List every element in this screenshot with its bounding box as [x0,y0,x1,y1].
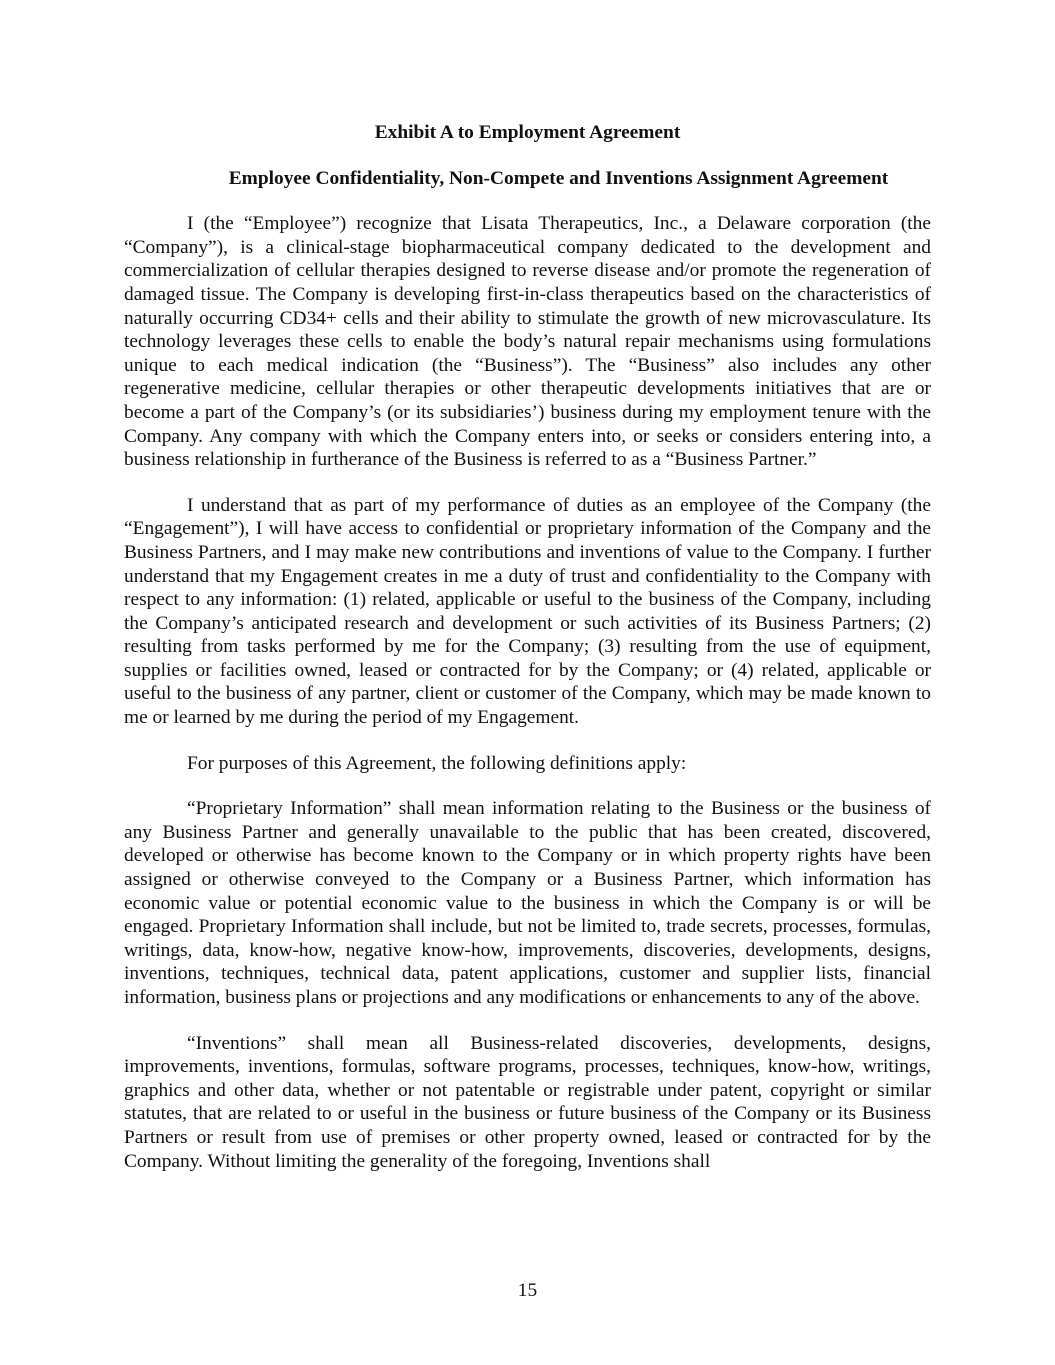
paragraph-business-recital: I (the “Employee”) recognize that Lisata Therapeutics, Inc., a Delaware corporation (the “Company”), is a clinical-stage biopharmaceutical company dedicated to the development and commercialization of cellular therapies designed to reverse disease and/or promote the regeneration of damaged tissue. The Company is developing first-in-class therapeutics based on the characteristics of naturally occurring CD34+ cells and their ability to stimulate the growth of new microvasculature. Its technology leverages these cells to enable the body’s natural repair mechanisms using formulations unique to each medical indication (the “Business”). The “Business” also includes any other regenerative medicine, cellular therapies or other therapeutic developments initiatives that are or become a part of the Company’s (or its subsidiaries’) business during my employment tenure with the Company. Any company with which the Company enters into, or seeks or considers entering into, a business relationship in furtherance of the Business is referred to as a “Business Partner.” [124,213,931,471]
paragraph-engagement: I understand that as part of my performance of duties as an employee of the Company (the “Engagement”), I will have access to confidential or proprietary information of the Company and the Business Partners, and I may make new contributions and inventions of value to the Company. I further understand that my Engagement creates in me a duty of trust and confidentiality to the Company with respect to any information: (1) related, applicable or useful to the business of the Company, including the Company’s anticipated research and development or such activities of its Business Partners; (2) resulting from tasks performed by me for the Company; (3) resulting from the use of equipment, supplies or facilities owned, leased or contracted for by the Company; or (4) related, applicable or useful to the business of any partner, client or customer of the Company, which may be made known to me or learned by me during the period of my Engagement. [124,494,931,729]
paragraph-inventions: “Inventions” shall mean all Business-related discoveries, developments, designs, improvements, inventions, formulas, software programs, processes, techniques, know-how, writings, graphics and other data, whether or not patentable or registrable under patent, copyright or similar statutes, that are related to or useful in the business or future business of the Company or its Business Partners or result from use of premises or other property owned, leased or contracted for by the Company. Without limiting the generality of the foregoing, Inventions shall [124,1032,931,1172]
document-page [124,121,931,1195]
paragraph-definitions-intro: For purposes of this Agreement, the following definitions apply: [187,752,687,774]
page-number: 15 [517,1280,538,1301]
exhibit-title: Exhibit A to Employment Agreement [374,122,681,143]
agreement-title: Employee Confidentiality, Non-Compete and Inventions Assignment Agreement [228,167,889,189]
paragraph-proprietary-information: “Proprietary Information” shall mean information relating to the Business or the business of any Business Partner and generally unavailable to the public that has been created, discovered, developed or otherwise has become known to the Company or in which property rights have been assigned or otherwise conveyed to the Company or a Business Partner, which information has economic value or potential economic value to the business in which the Company is or will be engaged. Proprietary Information shall include, but not be limited to, trade secrets, processes, formulas, writings, data, know-how, negative know-how, improvements, discoveries, developments, designs, inventions, techniques, technical data, patent applications, customer and supplier lists, financial information, business plans or projections and any modifications or enhancements to any of the above. [124,798,931,1008]
